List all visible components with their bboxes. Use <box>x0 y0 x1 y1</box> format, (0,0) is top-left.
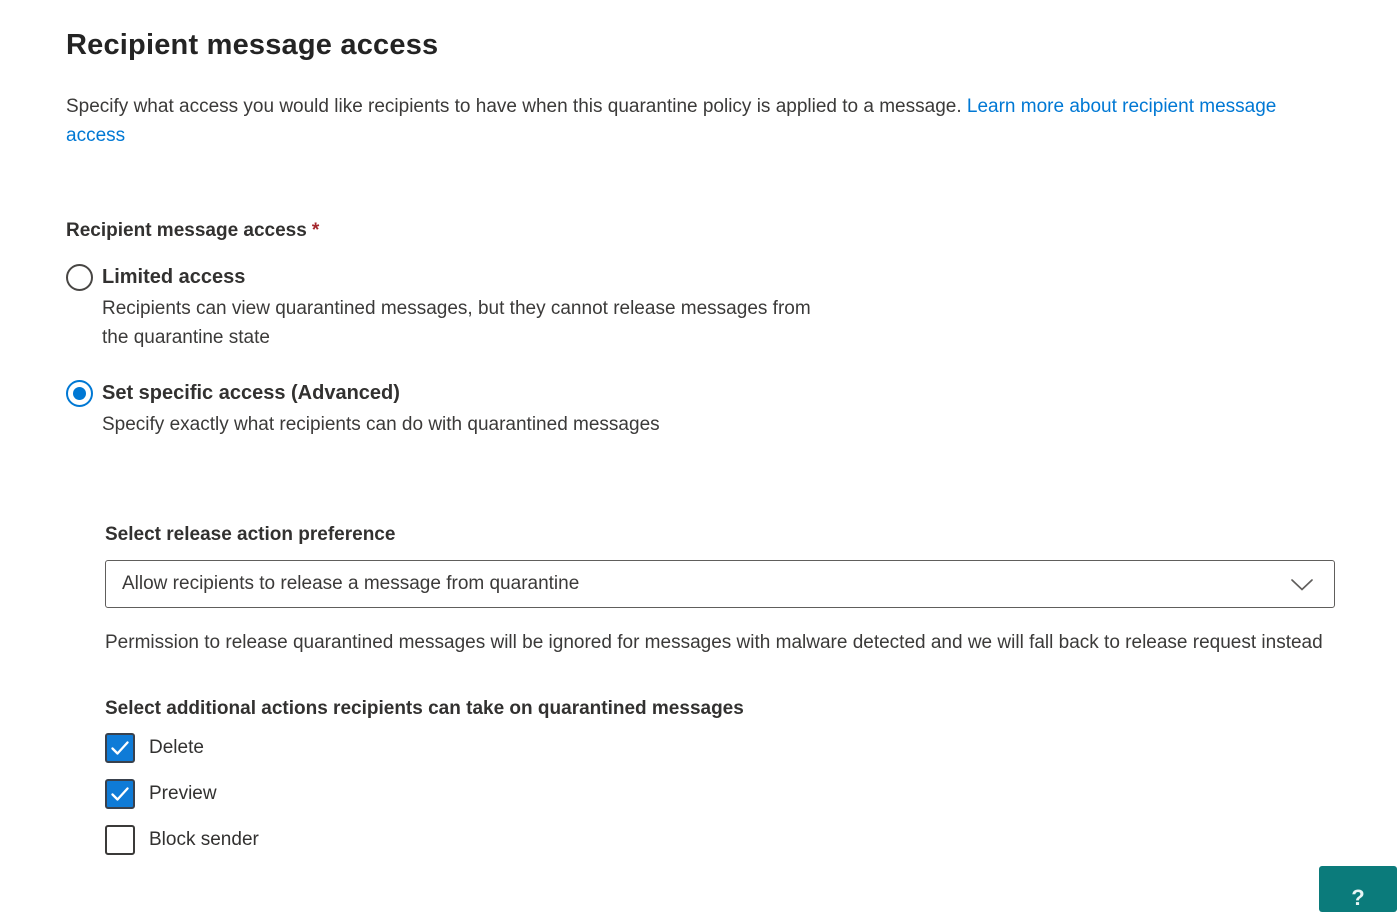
checkbox-label-delete: Delete <box>149 737 204 758</box>
advanced-options-section <box>105 522 1397 855</box>
release-preference-label: Select release action preference <box>105 524 396 545</box>
help-feedback-button[interactable] <box>1319 866 1397 912</box>
checkbox-row-block-sender[interactable] <box>105 825 1397 855</box>
intro-text: Specify what access you would like recipients to have when this quarantine policy is applied to a message. <box>66 96 962 117</box>
release-preference-dropdown[interactable] <box>105 560 1335 608</box>
radio-button-selected[interactable] <box>66 380 93 407</box>
checkbox-label-block-sender: Block sender <box>149 829 259 850</box>
checkmark-icon <box>110 740 130 756</box>
radio-dot-icon <box>73 387 86 400</box>
radio-label-set-specific-access: Set specific access (Advanced) <box>102 382 400 404</box>
checkbox-label-preview: Preview <box>149 783 217 804</box>
required-asterisk: * <box>311 220 320 241</box>
learn-more-link[interactable]: Learn more about recipient message access <box>66 96 1277 146</box>
checkbox-row-delete[interactable] <box>105 733 1397 763</box>
radio-description-limited-access: Recipients can view quarantined messages, but they cannot release messages from the quarantine state <box>102 298 811 348</box>
checkmark-icon <box>110 786 130 802</box>
intro-paragraph <box>66 92 1336 150</box>
checkbox-row-preview[interactable] <box>105 779 1397 809</box>
checkbox-preview[interactable] <box>105 779 135 809</box>
page-title: Recipient message access <box>66 29 439 61</box>
radio-button-unselected[interactable] <box>66 264 93 291</box>
release-preference-note: Permission to release quarantined messages will be ignored for messages with malware detected and we will fall back to release request instead <box>105 632 1323 653</box>
question-mark-icon: ? <box>1351 885 1365 910</box>
checkbox-block-sender[interactable] <box>105 825 135 855</box>
access-group-label: Recipient message access * <box>66 220 320 241</box>
chevron-down-icon <box>1290 578 1314 597</box>
additional-actions-label: Select additional actions recipients can take on quarantined messages <box>105 698 744 719</box>
radio-label-limited-access: Limited access <box>102 266 246 288</box>
radio-description-set-specific-access: Specify exactly what recipients can do with quarantined messages <box>102 414 660 435</box>
radio-option-set-specific-access[interactable] <box>66 380 1397 439</box>
checkbox-delete[interactable] <box>105 733 135 763</box>
radio-option-limited-access[interactable] <box>66 264 1397 352</box>
dropdown-selected-value: Allow recipients to release a message from quarantine <box>122 573 580 594</box>
